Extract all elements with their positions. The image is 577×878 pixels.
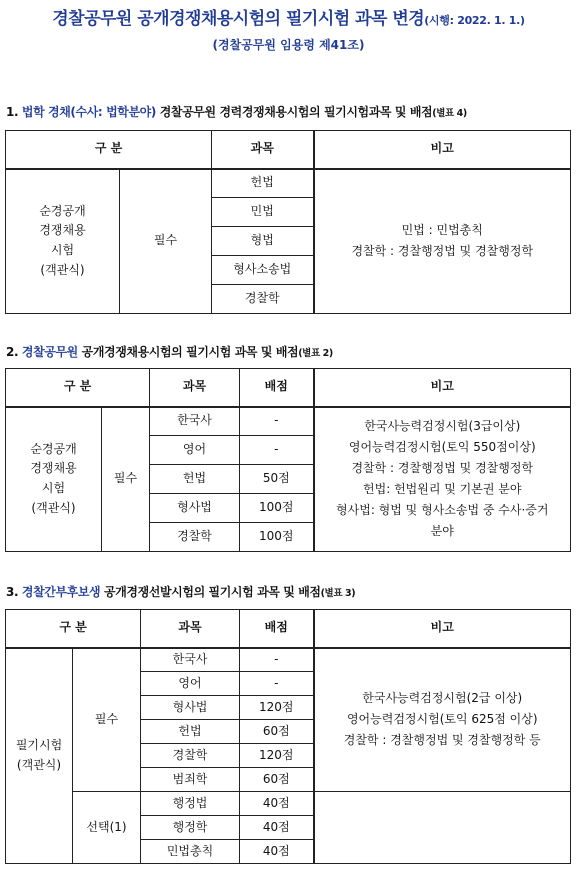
section2-category: 경찰공무원 xyxy=(21,345,78,359)
s3-subject: 행정학 xyxy=(141,816,240,840)
s2-header-division: 구 분 xyxy=(6,369,150,407)
s3-subject: 행정법 xyxy=(141,792,240,816)
s1-header-note: 비고 xyxy=(314,131,571,169)
s3-header-note: 비고 xyxy=(314,610,571,648)
s1-exam-type: 순경공개 경쟁채용 시험 (객관식) xyxy=(6,169,120,314)
s1-required-label: 필수 xyxy=(120,169,212,314)
section3-heading xyxy=(6,583,355,600)
s1-subject: 형사소송법 xyxy=(212,256,314,285)
s3-required-label: 필수 xyxy=(73,648,141,792)
section1-category: 법학 경채(수사: 법학분야) xyxy=(21,105,156,119)
s3-score: 60점 xyxy=(240,768,314,792)
section2-heading xyxy=(6,343,333,360)
s3-notes: 한국사능력검정시험(2급 이상) 영어능력검정시험(토익 625점 이상) 경찰학 : 경찰행정법 및 경찰행정학 등 xyxy=(314,648,571,792)
s1-subject: 경찰학 xyxy=(212,285,314,314)
s3-header-score: 배점 xyxy=(240,610,314,648)
s3-subject: 영어 xyxy=(141,672,240,696)
s3-subject: 한국사 xyxy=(141,648,240,672)
section1-heading xyxy=(6,103,467,120)
s2-required-label: 필수 xyxy=(102,407,150,552)
section1-number: 1. xyxy=(6,105,19,119)
s2-score: - xyxy=(240,436,314,465)
s2-score: 100점 xyxy=(240,494,314,523)
s2-header-note: 비고 xyxy=(314,369,571,407)
s3-header-division: 구 분 xyxy=(6,610,141,648)
s3-elective-label: 선택(1) xyxy=(73,792,141,864)
s2-score: 50점 xyxy=(240,465,314,494)
s3-notes-empty xyxy=(314,792,571,864)
section3-category: 경찰간부후보생 xyxy=(21,585,101,599)
section2-number: 2. xyxy=(6,345,19,359)
s2-exam-type: 순경공개 경쟁채용 시험 (객관식) xyxy=(6,407,102,552)
s2-subject: 경찰학 xyxy=(150,523,240,552)
section1-title: 경찰공무원 경력경쟁채용시험의 필기시험과목 및 배점 xyxy=(159,105,433,119)
section1-ref: (별표 4) xyxy=(432,108,467,119)
s2-score: 100점 xyxy=(240,523,314,552)
section3-table xyxy=(5,609,571,864)
s1-subject: 형법 xyxy=(212,227,314,256)
s3-subject: 범죄학 xyxy=(141,768,240,792)
s3-subject: 형사법 xyxy=(141,696,240,720)
s2-subject: 형사법 xyxy=(150,494,240,523)
s2-header-score: 배점 xyxy=(240,369,314,407)
s3-score: - xyxy=(240,648,314,672)
page-title xyxy=(0,4,577,29)
s3-score: 40점 xyxy=(240,816,314,840)
s2-notes: 한국사능력검정시험(3급이상) 영어능력검정시험(토익 550점이상) 경찰학 : 경찰행정법 및 경찰행정학 헌법: 헌법원리 및 기본권 분야 형사법: 형법 및 형사소송법 중 수사·증거 분야 xyxy=(314,407,571,552)
s2-score: - xyxy=(240,407,314,436)
s3-subject: 민법총칙 xyxy=(141,840,240,864)
s3-subject: 헌법 xyxy=(141,720,240,744)
s3-score: 60점 xyxy=(240,720,314,744)
s1-header-subject: 과목 xyxy=(212,131,314,169)
s1-subject: 헌법 xyxy=(212,169,314,198)
s3-subject: 경찰학 xyxy=(141,744,240,768)
s1-notes: 민법 : 민법총칙 경찰학 : 경찰행정법 및 경찰행정학 xyxy=(314,169,571,314)
s2-subject: 한국사 xyxy=(150,407,240,436)
title-effective-date: (시행: 2022. 1. 1.) xyxy=(424,14,525,27)
section3-ref: (별표 3) xyxy=(320,588,356,599)
section2-table xyxy=(5,368,571,552)
title-main: 경찰공무원 공개경쟁채용시험의 필기시험 과목 변경 xyxy=(52,9,425,29)
section3-number: 3. xyxy=(6,585,19,599)
s2-subject: 영어 xyxy=(150,436,240,465)
s3-header-subject: 과목 xyxy=(141,610,240,648)
s2-subject: 헌법 xyxy=(150,465,240,494)
page-subtitle: (경찰공무원 임용령 제41조) xyxy=(212,38,365,52)
s3-score: 40점 xyxy=(240,840,314,864)
s1-subject: 민법 xyxy=(212,198,314,227)
s2-header-subject: 과목 xyxy=(150,369,240,407)
section2-ref: (별표 2) xyxy=(298,348,333,359)
s3-score: 120점 xyxy=(240,744,314,768)
s3-score: 40점 xyxy=(240,792,314,816)
s3-score: - xyxy=(240,672,314,696)
s1-header-division: 구 분 xyxy=(6,131,212,169)
s3-exam-type: 필기시험 (객관식) xyxy=(6,648,73,864)
s3-score: 120점 xyxy=(240,696,314,720)
section3-title: 공개경쟁선발시험의 필기시험 과목 및 배점 xyxy=(104,585,321,599)
section1-table xyxy=(5,130,571,314)
section2-title: 공개경쟁채용시험의 필기시험 과목 및 배점 xyxy=(81,345,299,359)
